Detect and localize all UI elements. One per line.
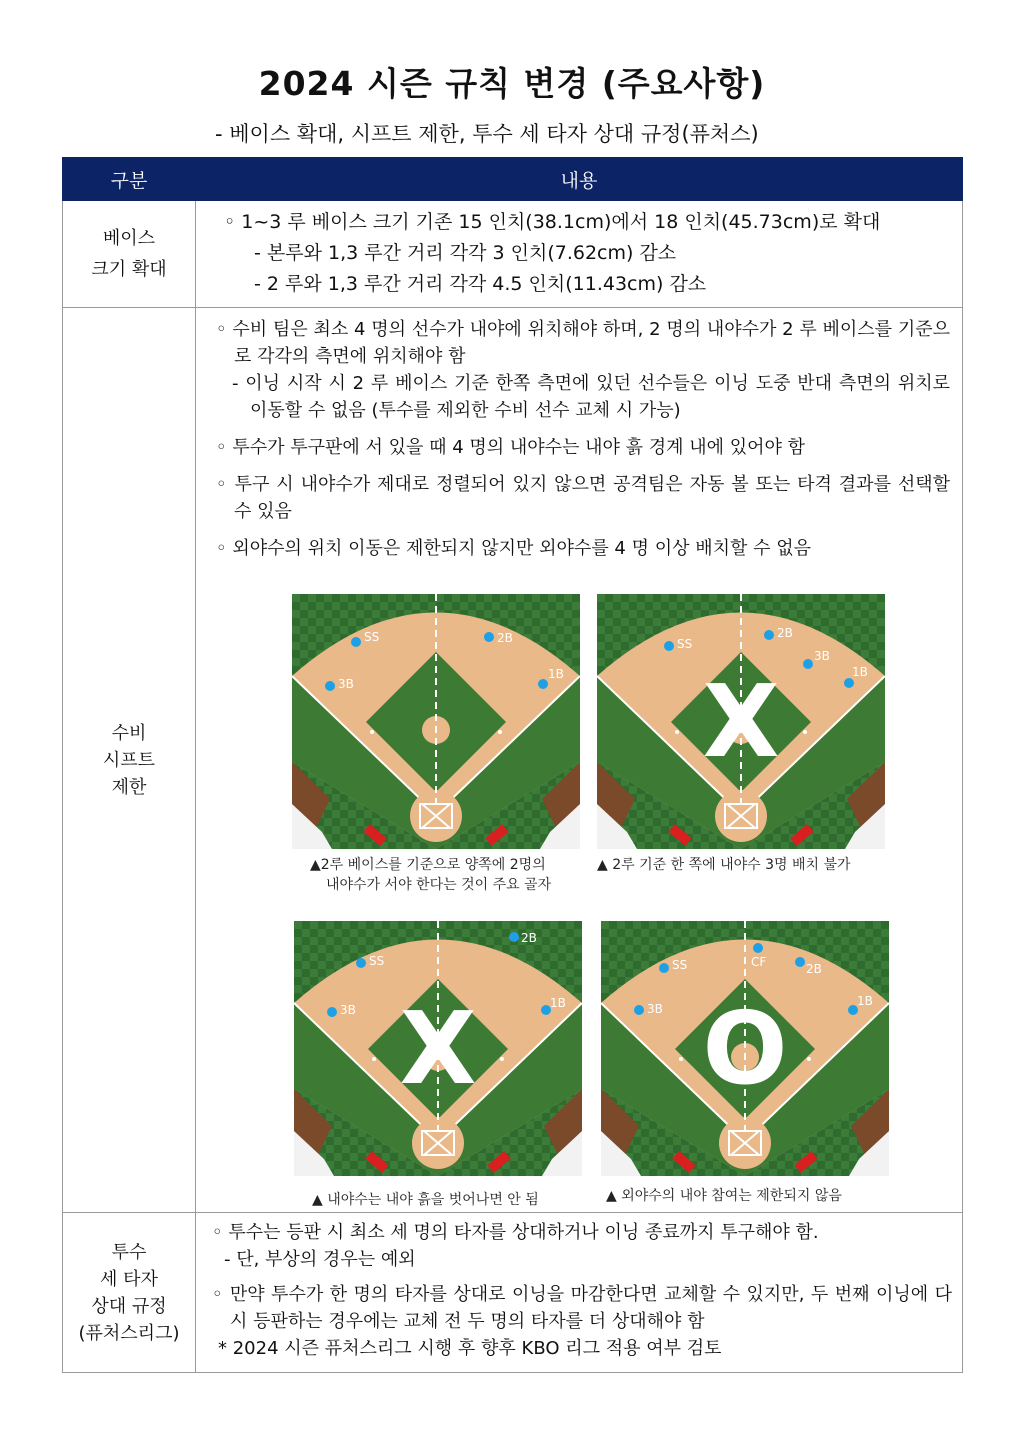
base-line-1: ◦ 1~3 루 베이스 크기 기존 15 인치(38.1cm)에서 18 인치(45.73cm)로 확대 [224, 211, 881, 233]
figure-invalid-shift [597, 594, 885, 849]
category-pitcher [63, 1213, 196, 1373]
category-line: 세 타자 [100, 1268, 158, 1290]
label-2b: 2B [521, 931, 537, 945]
x-mark: X [702, 663, 780, 780]
table-row-pitcher [63, 1213, 963, 1373]
col-header-content: 내용 [196, 158, 963, 201]
category-base [63, 201, 196, 308]
category-shift [63, 308, 196, 1213]
shift-figures [204, 572, 950, 1212]
table-row-base [63, 201, 963, 308]
label-3b: 3B [340, 1003, 356, 1017]
figure-valid-shift [292, 594, 580, 849]
shift-rule-4: ◦ 외야수의 위치 이동은 제한되지 않지만 외야수를 4 명 이상 배치할 수 없음 [216, 538, 811, 559]
x-mark: X [399, 990, 477, 1107]
figure-leave-dirt [292, 921, 584, 1176]
base-line-2: - 본루와 1,3 루간 거리 각각 3 인치(7.62cm) 감소 [254, 242, 677, 264]
content-base [196, 201, 963, 308]
rules-table [62, 157, 963, 1373]
label-3b: 3B [338, 677, 354, 691]
shift-rule-1-sub: - 이닝 시작 시 2 루 베이스 기준 한쪽 측면에 있던 선수들은 이닝 도중 반대 측면의 위치로 이동할 수 없음 (투수를 제외한 수비 선수 교체 시 가능) [232, 373, 950, 421]
label-ss: SS [364, 630, 380, 644]
shift-rule-1: ◦ 수비 팀은 최소 4 명의 선수가 내야에 위치해야 하며, 2 명의 내야수가 2 루 베이스를 기준으로 각각의 측면에 위치해야 함 [216, 319, 950, 367]
figure-outfielder-ok [599, 921, 891, 1176]
figure-4-caption: ▲ 외야수의 내야 참여는 제한되지 않음 [606, 1188, 842, 1204]
category-line: 크기 확대 [91, 259, 167, 280]
shift-rule-3: ◦ 투구 시 내야수가 제대로 정렬되어 있지 않으면 공격팀은 자동 볼 또는 타격 결과를 선택할 수 있음 [216, 474, 950, 522]
label-1b: 1B [550, 996, 566, 1010]
label-2b: 2B [497, 631, 513, 645]
table-row-shift [63, 308, 963, 1213]
category-line: (퓨처스리그) [78, 1322, 180, 1344]
label-2b: 2B [806, 962, 822, 976]
category-line: 상대 규정 [91, 1295, 167, 1317]
pitcher-rule-1-sub: - 단, 부상의 경우는 예외 [224, 1249, 416, 1270]
label-cf: CF [751, 955, 767, 969]
label-1b: 1B [857, 994, 873, 1008]
table-header-row [63, 158, 963, 201]
label-ss: SS [677, 637, 693, 651]
label-3b: 3B [647, 1002, 663, 1016]
figure-3-caption: ▲ 내야수는 내야 흙을 벗어나면 안 됨 [312, 1192, 539, 1208]
content-pitcher [196, 1213, 963, 1373]
label-ss: SS [369, 954, 385, 968]
label-1b: 1B [852, 665, 868, 679]
category-line: 수비 [111, 722, 147, 744]
label-3b: 3B [814, 649, 830, 663]
shift-rule-2: ◦ 투수가 투구판에 서 있을 때 4 명의 내야수는 내야 흙 경계 내에 있어야 함 [216, 437, 806, 458]
figure-1-caption-1: ▲2루 베이스를 기준으로 양쪽에 2명의 [310, 857, 546, 873]
label-1b: 1B [548, 667, 564, 681]
label-2b: 2B [777, 626, 793, 640]
label-ss: SS [672, 958, 688, 972]
category-line: 투수 [111, 1241, 147, 1263]
base-line-3: - 2 루와 1,3 루간 거리 각각 4.5 인치(11.43cm) 감소 [254, 273, 707, 295]
pitcher-note: * 2024 시즌 퓨처스리그 시행 후 향후 KBO 리그 적용 여부 검토 [218, 1338, 722, 1359]
page-title: 2024 시즌 규칙 변경 (주요사항) [258, 64, 766, 103]
pitcher-rule-2: ◦ 만약 투수가 한 명의 타자를 상대로 이닝을 마감한다면 교체할 수 있지만, 두 번째 이닝에 다시 등판하는 경우에는 교체 전 두 명의 타자를 더 상대해야 함 [212, 1284, 952, 1332]
o-mark: O [702, 990, 788, 1107]
category-line: 제한 [111, 776, 147, 798]
figure-1-caption-2: 내야수가 서야 한다는 것이 주요 골자 [326, 877, 552, 893]
pitcher-rule-1: ◦ 투수는 등판 시 최소 세 명의 타자를 상대하거나 이닝 종료까지 투구해야 함. [212, 1222, 819, 1243]
figure-2-caption: ▲ 2루 기준 한 쪽에 내야수 3명 배치 불가 [597, 857, 851, 873]
content-shift [196, 308, 963, 1213]
category-line: 시프트 [102, 749, 156, 771]
col-header-category: 구분 [63, 158, 196, 201]
page-subtitle: - 베이스 확대, 시프트 제한, 투수 세 타자 상대 규정(퓨처스) [215, 122, 759, 146]
category-line: 베이스 [102, 228, 156, 249]
